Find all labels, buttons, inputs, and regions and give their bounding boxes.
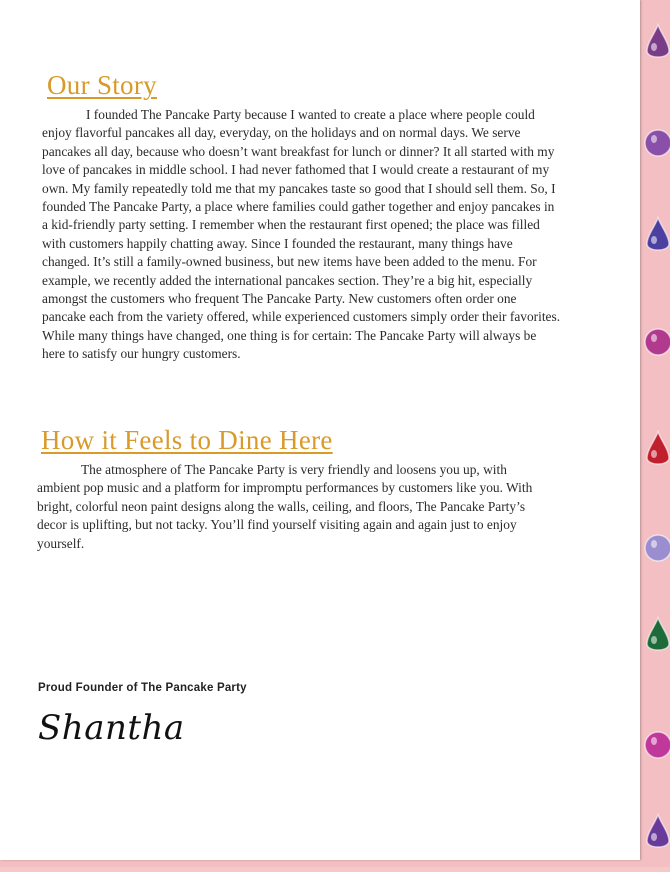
gem-shine-1 [651,43,657,51]
gem-drop-1 [647,25,669,57]
gem-shine-4 [651,334,657,342]
pink-border-bottom [0,860,670,867]
gem-shine-7 [651,636,657,644]
gem-drop-9 [647,815,669,847]
gem-round-2 [645,130,670,156]
gem-border [640,0,670,867]
gem-shine-8 [651,737,657,745]
gem-shine-6 [651,540,657,548]
our-story-heading: Our Story [47,70,157,100]
gem-drop-7 [647,618,669,650]
founder-title: Proud Founder of The Pancake Party [38,682,247,694]
gem-drop-5 [647,432,669,464]
dine-here-paragraph: The atmosphere of The Pancake Party is very friendly and loosens you up, with ambient pop music and a platform for impromptu performances by customers like you. With bright, colorful neon paint designs along the walls, ceiling, and floors, The Pancake Party’s decor is uplifting, but not tacky. You’ll find yourself visiting again and again just to enjoy yourself. [37,462,533,551]
gem-round-8 [645,732,670,758]
dine-here-heading: How it Feels to Dine Here [41,425,333,455]
gem-shine-5 [651,450,657,458]
gem-round-4 [645,329,670,355]
gem-drop-3 [647,218,669,250]
signature: Shantha [38,708,185,748]
pink-border [640,0,670,867]
gem-shine-9 [651,833,657,841]
gem-shine-3 [651,236,657,244]
gem-round-6 [645,535,670,561]
our-story-paragraph: I founded The Pancake Party because I wanted to create a place where people could enjoy flavorful pancakes all day, everyday, on the holidays and on normal days. We serve pancakes all day, because who doesn’t want breakfast for lunch or dinner? It all started with my love of pancakes in middle school. I had never fathomed that I would create a restaurant of my own. My family repeatedly told me that my pancakes taste so good that I should sell them. So, I founded The Pancake Party, a place where families could gather together and enjoy pancakes in a kid-friendly party setting. I remember when the restaurant first opened; the place was filled with customers happily chatting away. Since I founded the restaurant, many things have changed. It’s still a family-owned business, but new items have been added to the menu. For example, we recently added the international pancakes section. They’re a big hit, especially amongst the customers who frequent The Pancake Party. New customers often order one pancake each from the variety offered, while experienced customers simply order their favorites. While many things have changed, one thing is for certain: The Pancake Party will always be here to satisfy our hungry customers. [42,107,561,362]
gem-shine-2 [651,135,657,143]
